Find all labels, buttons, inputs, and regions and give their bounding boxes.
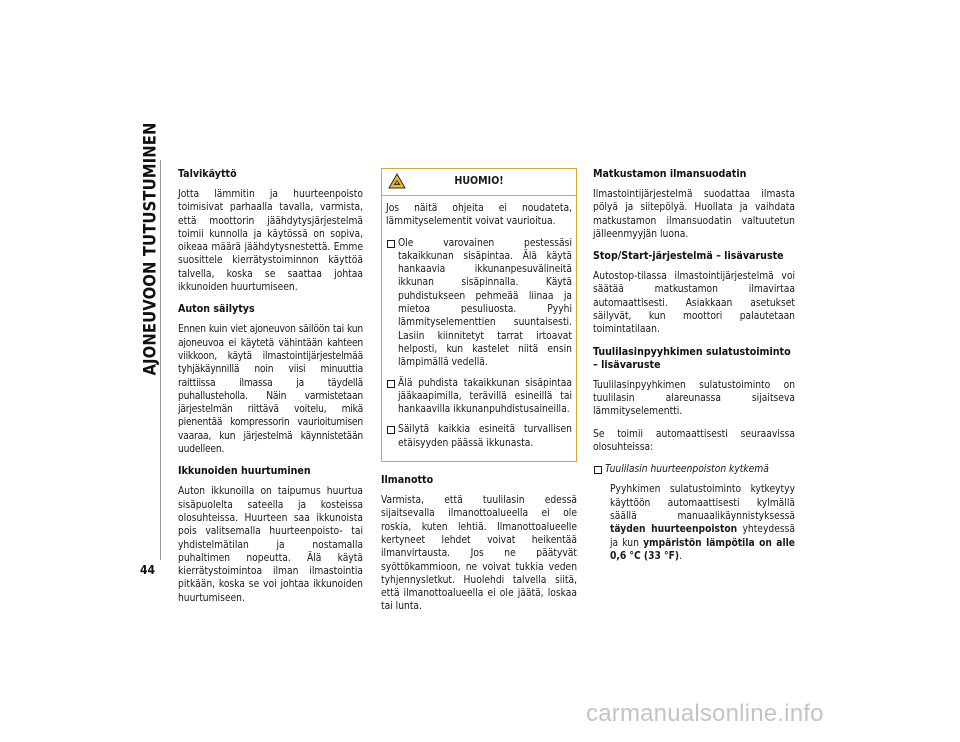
intake-heading: Ilmanotto	[381, 474, 434, 487]
caution-item-text: Säilytä kaikkia esineitä turvallisen etäisyyden päässä ikkunasta.	[398, 424, 572, 449]
checkbox-square-icon	[387, 240, 395, 248]
column-middle	[381, 168, 577, 623]
defog-paragraph: Auton ikkunoilla on taipumus huurtua sisäpuolelta sateella ja kosteissa olosuhteissa. Huurteen saa ikkunoista pois valitsemalla huurteenpoisto- tai yhdistelmätilan ja nostamalla puhaltimen nopeutta. Älä käytä kierrätystoimintoa ilman ilmastointia pitkään, koska se voi johtaa ikkunoiden huurtumiseen.	[178, 486, 363, 604]
checkbox-square-icon	[387, 426, 395, 434]
chapter-title: AJONEUVOON TUTUSTUMINEN	[140, 122, 160, 376]
filter-heading: Matkustamon ilmansuodatin	[593, 168, 747, 180]
storage-paragraph: Ennen kuin viet ajoneuvon säilöön tai kun ajoneuvoa ei käytetä vähintään kahteen viikkoon, käytä ilmastointijärjestelmää tyhjäkäynnillä noin viisi minuuttia raittiissa ilmassa ja täydellä puhallusteholla. Näin varmistetaan järjestelmän riittävä voitelu, mikä pienentää kompressorin vaurioitumisen vaaraa, kun järjestelmä käynnistetään uudelleen.	[178, 324, 363, 456]
page-number: 44	[140, 563, 156, 577]
condition-item	[593, 463, 795, 476]
caution-item-text: Ole varovainen pestessäsi takaikkunan sisäpintaa. Älä käytä hankaavia ikkunanpesuvälineitä ikkunan sisäpinnalla. Käytä puhdistukseen pehmeää liinaa ja mietoa pesuliuosta. Pyyhi lämmityselementtien suuntaisesti. Lasiin kiinnitetyt tarrat irtoavat helposti, kun kastelet niitä ensin lämpimällä vedellä.	[398, 237, 572, 369]
checkbox-square-icon	[387, 380, 395, 388]
caution-intro: Jos näitä ohjeita ei noudateta, lämmityselementit voivat vaurioitua.	[386, 203, 572, 228]
caution-item-text: Älä puhdista takaikkunan sisäpintaa jääkaapimilla, terävillä esineillä tai hankaavilla ikkunanpuhdistusaineilla.	[398, 377, 572, 416]
caution-item	[386, 377, 572, 417]
activation-paragraph: Se toimii automaattisesti seuraavissa olosuhteissa:	[593, 428, 795, 453]
caution-body	[382, 196, 576, 461]
stopstart-paragraph: Autostop-tilassa ilmastointijärjestelmä voi säätää matkustamon ilmavirtaa automaattisesti. Asiakkaan asetukset säilyvät, kun moottori palautetaan toimintatilaan.	[593, 271, 795, 336]
side-divider	[160, 160, 161, 560]
caution-box	[381, 168, 577, 462]
checkbox-square-icon	[594, 466, 602, 474]
column-right	[593, 168, 795, 563]
caution-item	[386, 423, 572, 450]
column-left	[178, 168, 363, 614]
detail-text: Pyyhkimen sulatustoiminto kytkeytyy käyttöön automaattisesti kylmällä säällä manuaalikäynnistyksessä	[610, 484, 795, 523]
detail-period: .	[679, 550, 683, 562]
condition-detail	[593, 483, 795, 563]
detail-bold: ympäristön lämpötila on alle 0,6 °C (33 °F)	[610, 537, 795, 562]
storage-heading: Auton säilytys	[178, 303, 255, 316]
detail-text: yhteydessä ja kun	[610, 524, 795, 549]
detail-bold: täyden huurteenpoiston	[610, 524, 738, 536]
stopstart-heading: Stop/Start-järjestelmä – lisävaruste	[593, 250, 784, 263]
filter-paragraph: Ilmastointijärjestelmä suodattaa ilmasta pölyä ja siitepölyä. Huollata ja vaihdata matkustamon ilmansuodatin valtuutetun jälleenmyyjän luona.	[593, 189, 795, 240]
watermark: carmanualsonline.info	[586, 700, 824, 727]
intake-paragraph: Varmista, että tuulilasin edessä sijaitsevalla ilmanottoalueella ei ole roskia, kuten lehtiä. Ilmanottoalueelle kertyneet lehdet voivat heikentää ilmanvirtausta. Jos ne päätyvät syöttökammioon, ne voivat tukkia veden tyhjennysletkut. Huolehdi talvella siitä, että ilmanottoalueella ei ole jäätä, loskaa tai lunta.	[381, 495, 577, 613]
condition-item-text: Tuulilasin huurteenpoiston kytkemä	[605, 464, 769, 476]
wiper-heading: Tuulilasinpyyhkimen sulatustoiminto – lisävaruste	[593, 345, 791, 371]
winter-paragraph: Jotta lämmitin ja huurteenpoisto toimisivat parhaalla tavalla, varmista, että moottorin jäähdytysjärjestelmä toimii kunnolla ja käytössä on sopiva, oikeaa määrä jäähdytysnestettä. Emme suosittele kierrätystoiminnon käyttöä talvella, koska se saattaa johtaa ikkunoiden huurtumiseen.	[178, 189, 363, 294]
wiper-paragraph: Tuulilasinpyyhkimen sulatustoiminto on tuulilasin alareunassa sijaitseva lämmityselementti.	[593, 379, 795, 418]
defog-heading: Ikkunoiden huurtuminen	[178, 465, 311, 478]
caution-header	[382, 169, 576, 196]
caution-item	[386, 237, 572, 370]
caution-title: HUOMIO!	[454, 175, 504, 187]
winter-heading: Talvikäyttö	[178, 168, 237, 180]
